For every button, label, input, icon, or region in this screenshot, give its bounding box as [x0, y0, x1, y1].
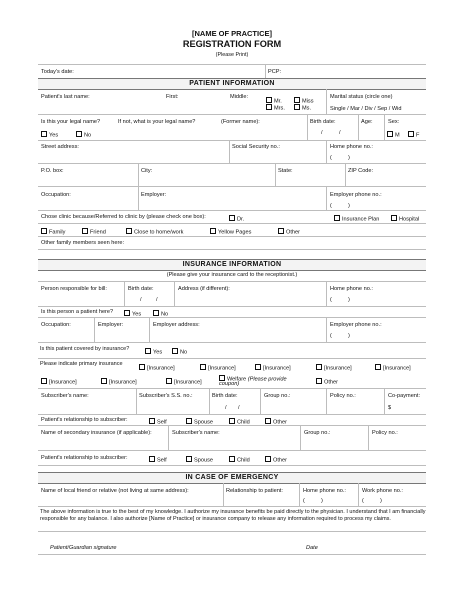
subscriber-ss-label: Subscriber's S.S. no.: [139, 393, 193, 399]
subscriber-birth-date-label: Birth date: [212, 393, 238, 399]
referral-friend-checkbox[interactable]: Friend [82, 228, 106, 236]
consent-statement: The above information is true to the best of my knowledge. I authorize my insurance benefits be paid directly to the physician. I understand that I am financially responsible for any balance. I also authorize [Name of Practice] or insurance company to release any information required to process my claims. [40, 509, 426, 522]
marital-status-options[interactable]: Single / Mar / Div / Sep / Wid [330, 106, 402, 112]
middle-name-label: Middle: [230, 94, 249, 100]
checkbox-icon [316, 378, 322, 384]
covered-yes-checkbox[interactable]: Yes [145, 348, 162, 356]
form-title: REGISTRATION FORM [182, 39, 282, 49]
checkbox-icon [145, 348, 151, 354]
insurance-option-7-checkbox[interactable]: [Insurance] [101, 378, 137, 386]
checkbox-icon [266, 104, 272, 110]
occupation-label: Occupation: [41, 192, 71, 198]
checkbox-icon [229, 215, 235, 221]
subscriber-name-label: Subscriber's name: [41, 393, 89, 399]
insurance-option-1-checkbox[interactable]: [Insurance] [139, 364, 175, 372]
practice-name: [NAME OF PRACTICE] [192, 29, 272, 38]
responsible-occupation-label: Occupation: [41, 322, 71, 328]
insurance-other-checkbox[interactable]: Other [316, 378, 338, 386]
ssn-label: Social Security no.: [232, 144, 280, 150]
responsible-employer-label: Employer: [98, 322, 124, 328]
employer-phone-label: Employer phone no.: [330, 192, 382, 198]
legal-name-question: Is this your legal name? [41, 119, 101, 125]
checkbox-icon [76, 131, 82, 137]
signature-label: Patient/Guardian signature [50, 545, 117, 551]
checkbox-icon [375, 364, 381, 370]
checkbox-icon [124, 310, 130, 316]
legal-name-label: If not, what is your legal name? [118, 119, 196, 125]
checkbox-icon [172, 348, 178, 354]
secondary-spouse-checkbox[interactable]: Spouse [186, 456, 213, 464]
first-name-label: First: [166, 94, 179, 100]
is-patient-question: Is this person a patient here? [41, 309, 114, 315]
state-label: State: [278, 168, 293, 174]
welfare-coupon-note: coupon) [219, 381, 240, 387]
is-patient-no-checkbox[interactable]: No [153, 310, 168, 318]
checkbox-icon [210, 228, 216, 234]
policy-no-label: Policy no.: [330, 393, 356, 399]
secondary-subscriber-label: Subscriber's name: [172, 430, 220, 436]
checkbox-icon [229, 418, 235, 424]
checkbox-icon [294, 97, 300, 103]
insurance-option-2-checkbox[interactable]: [Insurance] [200, 364, 236, 372]
checkbox-icon [166, 378, 172, 384]
birth-date-label: Birth date: [310, 119, 336, 125]
relationship-label: Patient's relationship to subscriber: [41, 417, 128, 423]
checkbox-icon [149, 418, 155, 424]
relationship-self-checkbox[interactable]: Self [149, 418, 167, 426]
referral-family-checkbox[interactable]: Family [41, 228, 65, 236]
insurance-card-note: (Please give your insurance card to the receptionist.) [166, 272, 298, 278]
checkbox-icon [101, 378, 107, 384]
relationship-spouse-checkbox[interactable]: Spouse [186, 418, 213, 426]
referral-hospital-checkbox[interactable]: Hospital [391, 215, 419, 223]
checkbox-icon [255, 364, 261, 370]
responsible-home-phone-label: Home phone no.: [330, 286, 373, 292]
secondary-child-checkbox[interactable]: Child [229, 456, 250, 464]
checkbox-icon [278, 228, 284, 234]
referral-other-checkbox[interactable]: Other [278, 228, 300, 236]
todays-date-label: Today's date: [41, 69, 74, 75]
sex-label: Sex: [388, 119, 400, 125]
date-label: Date [306, 545, 318, 551]
group-no-label: Group no.: [264, 393, 291, 399]
checkbox-icon [186, 456, 192, 462]
referral-yellow-pages-checkbox[interactable]: Yellow Pages [210, 228, 251, 236]
insurance-info-section-header: INSURANCE INFORMATION [38, 259, 426, 271]
pcp-label: PCP: [268, 69, 282, 75]
insurance-option-4-checkbox[interactable]: [Insurance] [316, 364, 352, 372]
family-members-label: Other family members seen here: [41, 240, 125, 246]
responsible-employer-phone-label: Employer phone no.: [330, 322, 382, 328]
employer-address-label: Employer address: [153, 322, 200, 328]
relationship-other-checkbox[interactable]: Other [265, 418, 287, 426]
divider [38, 64, 426, 65]
title-mrs-checkbox[interactable]: Mrs. [266, 104, 285, 112]
checkbox-icon [200, 364, 206, 370]
checkbox-icon [316, 364, 322, 370]
insurance-welfare-checkbox[interactable]: Welfare (Please provide [219, 375, 287, 383]
checkbox-icon [266, 97, 272, 103]
form-subtitle: (Please Print) [215, 52, 249, 58]
street-address-label: Street address: [41, 144, 79, 150]
insurance-option-6-checkbox[interactable]: [Insurance] [41, 378, 77, 386]
checkbox-icon [408, 131, 414, 137]
home-phone-label: Home phone no.: [330, 144, 373, 150]
checkbox-icon [82, 228, 88, 234]
emergency-relationship-label: Relationship to patient: [226, 488, 283, 494]
employer-label: Employer: [141, 192, 167, 198]
marital-status-label: Marital status (circle one) [330, 94, 393, 100]
responsible-birth-date-label: Birth date: [128, 286, 154, 292]
referral-close-home-checkbox[interactable]: Close to home/work [126, 228, 183, 236]
emergency-section-header: IN CASE OF EMERGENCY [38, 472, 426, 484]
secondary-policy-label: Policy no.: [372, 430, 398, 436]
age-label: Age: [361, 119, 373, 125]
is-patient-yes-checkbox[interactable]: Yes [124, 310, 141, 318]
insurance-option-5-checkbox[interactable]: [Insurance] [375, 364, 411, 372]
secondary-other-checkbox[interactable]: Other [265, 456, 287, 464]
checkbox-icon [265, 418, 271, 424]
checkbox-icon [139, 364, 145, 370]
referral-dr-checkbox[interactable]: Dr. [229, 215, 244, 223]
checkbox-icon [149, 456, 155, 462]
emergency-home-phone-label: Home phone no.: [303, 488, 346, 494]
checkbox-icon [294, 104, 300, 110]
responsible-person-label: Person responsible for bill: [41, 286, 107, 292]
secondary-self-checkbox[interactable]: Self [149, 456, 167, 464]
insurance-option-8-checkbox[interactable]: [Insurance] [166, 378, 202, 386]
checkbox-icon [41, 228, 47, 234]
former-name-label: (Former name): [221, 119, 260, 125]
city-label: City: [141, 168, 153, 174]
copayment-label: Co-payment: [388, 393, 421, 399]
checkbox-icon [334, 215, 340, 221]
emergency-work-phone-label: Work phone no.: [362, 488, 403, 494]
zip-label: ZIP Code: [348, 168, 374, 174]
checkbox-icon [153, 310, 159, 316]
checkbox-icon [186, 418, 192, 424]
secondary-relationship-label: Patient's relationship to subscriber: [41, 455, 128, 461]
checkbox-icon [41, 378, 47, 384]
checkbox-icon [229, 456, 235, 462]
legal-no-checkbox[interactable]: No [76, 131, 91, 139]
referral-label: Chose clinic because/Referred to clinic by (please check one box): [41, 214, 206, 220]
checkbox-icon [391, 215, 397, 221]
title-miss-checkbox[interactable]: Miss [294, 97, 314, 105]
responsible-address-label: Address (if different): [178, 286, 230, 292]
legal-yes-checkbox[interactable]: Yes [41, 131, 58, 139]
emergency-contact-label: Name of local friend or relative (not living at same address): [41, 488, 189, 494]
secondary-insurance-label: Name of secondary insurance (if applicable): [41, 430, 152, 436]
title-ms-checkbox[interactable]: Ms. [294, 104, 311, 112]
patient-info-section-header: PATIENT INFORMATION [38, 78, 426, 90]
referral-insurance-plan-checkbox[interactable]: Insurance Plan [334, 215, 379, 223]
covered-question: Is this patient covered by insurance? [40, 346, 130, 352]
covered-no-checkbox[interactable]: No [172, 348, 187, 356]
secondary-group-label: Group no.: [304, 430, 331, 436]
sex-m-checkbox[interactable]: M [387, 131, 400, 139]
primary-insurance-label: Please indicate primary insurance [40, 361, 123, 367]
title-mr-checkbox[interactable]: Mr. [266, 97, 282, 105]
checkbox-icon [41, 131, 47, 137]
copayment-dollar: $ [388, 405, 392, 411]
po-box-label: P.O. box: [41, 168, 64, 174]
checkbox-icon [126, 228, 132, 234]
last-name-label: Patient's last name: [41, 94, 90, 100]
registration-form-page: [NAME OF PRACTICE] REGISTRATION FORM (Please Print) Today's date: PCP: PATIENT INFORMATION Patient's last name: First: Middle: Mr. Miss Mrs. Ms. Marital status (circle one) Single / Mar / Div / Sep / Wid Is this your legal name? If not, what is your legal name? (Former name): Birth date: Age: Sex: Yes No / / M F Street address: Social Security no.: Home phone no.: ( ) P.O. box: City: State: ZIP Code: Occupation: Employer: Employer phone no.: ( ) Chose clinic because/Referred to clinic by (please check one box): Dr. Insurance Plan Hospital Family Friend Close to home/work Yellow Pages Other Other family members seen here: INSURANCE INFORMATION (Please give your insurance card to the receptionist.) Person responsible for bill: Birth date: / / Address (if different): Home phone no.: ( ) Is this person a patient here? Yes No Occupation: Employer: Employer address: Employer phone no.: ( ) Is this patient covered by insurance? Yes No Please indicate primary insurance [Insurance] [Insurance] [Insurance] [Insurance] [Insurance] [Insurance] [Insurance] [Insurance] Welfare (Please provide coupon) Other Subscriber's name: Subscriber's S.S. no.: Birth date: / / Group no.: Policy no.: Co-payment: $ Patient's relationship to subscriber: Self Spouse Child Other Name of secondary insurance (if applicable): Subscriber's name: Group no.: Policy no.: Patient's relationship to subscriber: Self Spouse Child Other IN CASE OF EMERGENCY Name of local friend or relative (not living at same address): Relationship to patient: Home phone no.: ( ) Work phone no.: ( ) The above information is true to the best of my knowledge. I authorize my insurance benefits be paid directly to the physician. I understand that I am financially responsible for any balance. I also authorize [Name of Practice] or insurance company to release any information required to process my claims. Patient/Guardian signature Date [0, 0, 464, 600]
relationship-child-checkbox[interactable]: Child [229, 418, 250, 426]
sex-f-checkbox[interactable]: F [408, 131, 419, 139]
insurance-option-3-checkbox[interactable]: [Insurance] [255, 364, 291, 372]
checkbox-icon [265, 456, 271, 462]
checkbox-icon [387, 131, 393, 137]
